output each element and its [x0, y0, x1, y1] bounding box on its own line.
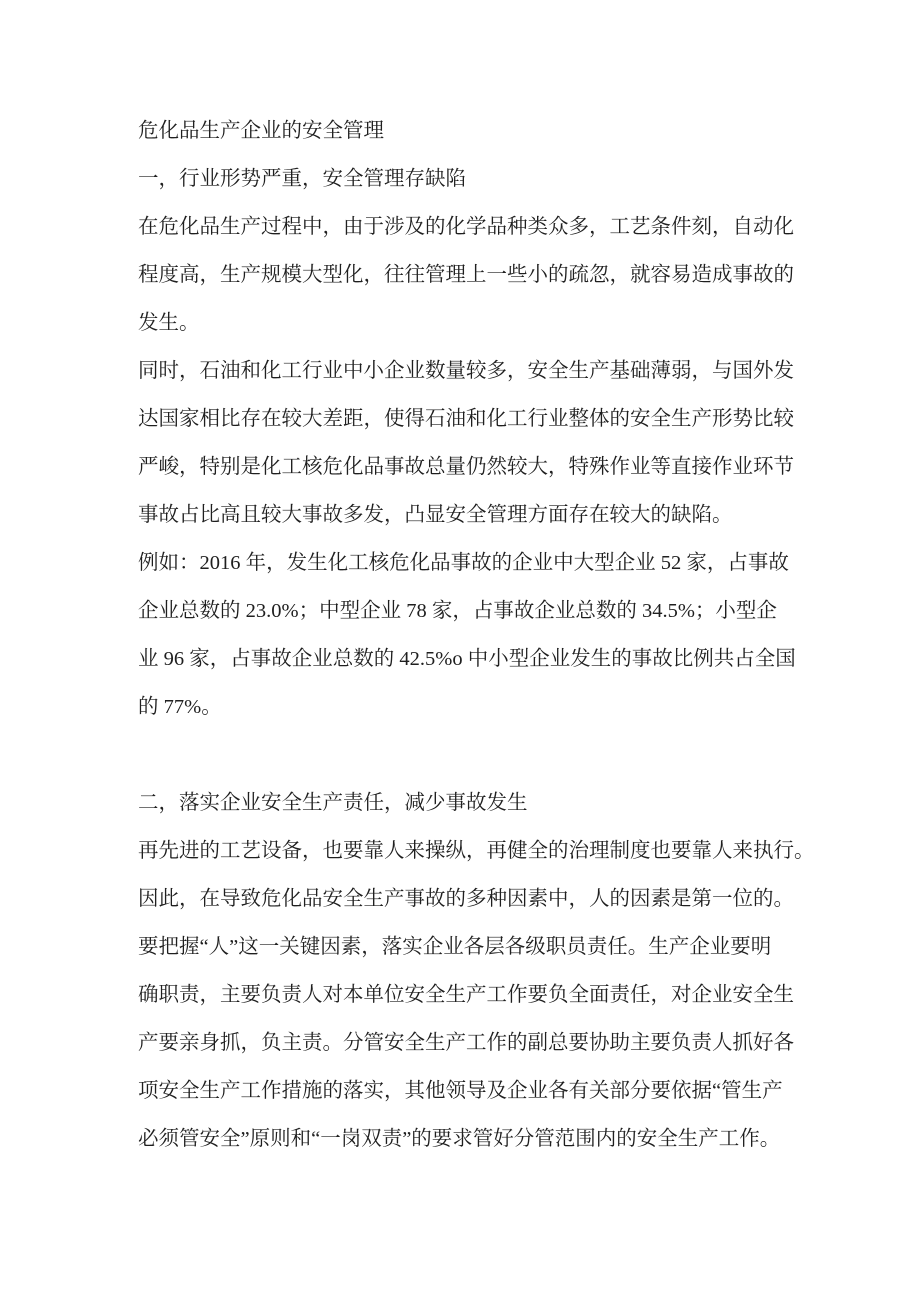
text-line: 程度高，生产规模大型化，往往管理上一些小的疏忽，就容易造成事故的: [138, 264, 794, 286]
text-line: 因此，在导致危化品安全生产事故的多种因素中，人的因素是第一位的。: [138, 888, 794, 910]
document-title: 危化品生产企业的安全管理: [138, 120, 384, 142]
text-line: 同时，石油和化工行业中小企业数量较多，安全生产基础薄弱，与国外发: [138, 360, 794, 382]
text-line: 要把握“人”这一关键因素，落实企业各层各级职员责任。生产企业要明: [138, 936, 772, 958]
text-line: 发生。: [138, 312, 200, 334]
section-1: [138, 155, 920, 731]
text-line: 达国家相比存在较大差距，使得石油和化工行业整体的安全生产形势比较: [138, 408, 794, 430]
section-heading: 一，行业形势严重，安全管理存缺陷: [138, 168, 466, 190]
text-line: 的 77%。: [138, 696, 222, 718]
section-spacer: [138, 731, 920, 779]
paragraph: [138, 347, 920, 539]
section-heading: 二，落实企业安全生产责任，减少事故发生: [138, 792, 528, 814]
text-line: 业 96 家，占事故企业总数的 42.5%o 中小型企业发生的事故比例共占全国: [138, 648, 796, 670]
text-line: 在危化品生产过程中，由于涉及的化学品种类众多，工艺条件刻，自动化: [138, 216, 794, 238]
text-line: 例如：2016 年，发生化工核危化品事故的企业中大型企业 52 家，占事故: [138, 552, 789, 574]
section-2: [138, 779, 920, 1163]
text-line: 再先进的工艺设备，也要靠人来操纵，再健全的治理制度也要靠人来执行。: [138, 840, 815, 862]
text-line: 确职责，主要负责人对本单位安全生产工作要负全面责任，对企业安全生: [138, 984, 794, 1006]
text-line: 必须管安全”原则和“一岗双责”的要求管好分管范围内的安全生产工作。: [138, 1128, 781, 1150]
text-line: 事故占比高且较大事故多发，凸显安全管理方面存在较大的缺陷。: [138, 504, 733, 526]
paragraph: [138, 203, 920, 347]
text-line: 产要亲身抓，负主责。分管安全生产工作的副总要协助主要负责人抓好各: [138, 1032, 794, 1054]
text-line: 严峻，特别是化工核危化品事故总量仍然较大，特殊作业等直接作业环节: [138, 456, 794, 478]
text-line: 项安全生产工作措施的落实，其他领导及企业各有关部分要依据“管生产: [138, 1080, 783, 1102]
paragraph: [138, 539, 920, 731]
paragraph: [138, 827, 920, 923]
paragraph: [138, 923, 920, 1163]
text-line: 企业总数的 23.0%；中型企业 78 家，占事故企业总数的 34.5%；小型企: [138, 600, 777, 622]
